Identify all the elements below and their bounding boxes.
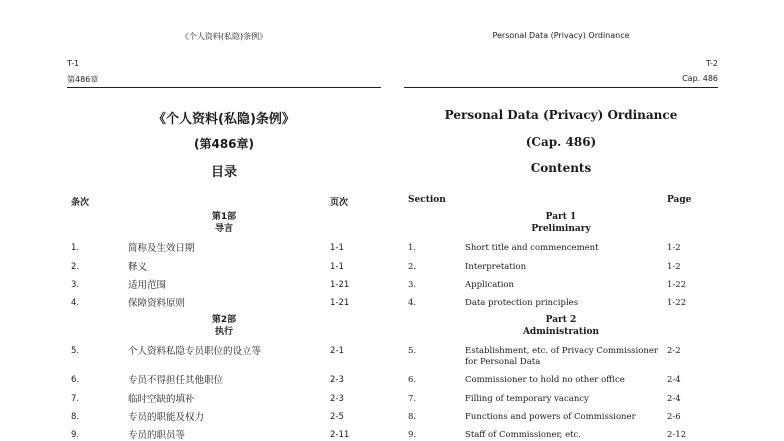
part-number: Part 1 [545,212,577,222]
running-header: Personal Data (Privacy) Ordinance [492,31,630,40]
contents-heading: 目录 [210,165,237,180]
section-number: 3. [71,280,80,290]
section-title: Commissioner to hold no other office [465,375,625,385]
section-title: 专员的职能及权力 [128,412,205,423]
section-title: Filling of temporary vacancy [465,394,589,404]
column-header-section: Section [408,195,446,205]
section-number: 4. [71,298,80,308]
section-number: 5. [408,346,417,356]
section-number: 6. [408,375,417,385]
page-number: 2-3 [330,394,344,404]
section-title: 个人资料私隐专员职位的设立等 [128,346,262,357]
section-number: 2. [408,262,417,272]
section-number: 3. [408,280,417,290]
section-title: 专员的职员等 [128,430,186,441]
section-number: 2. [71,262,80,272]
section-number: 7. [71,394,80,404]
section-number: 1. [71,243,80,253]
chinese-page [67,0,381,441]
page-label: T-2 [705,59,718,68]
part-heading [67,211,381,235]
part-heading [67,314,381,338]
page-number: 1-2 [667,262,681,272]
section-title: Interpretation [465,262,527,272]
section-number: 4. [408,298,417,308]
section-title: Functions and powers of Commissioner [465,412,636,422]
page-number: 2-6 [667,412,681,422]
page-number: 2-12 [667,430,687,440]
column-header-page: 页次 [330,198,349,208]
page-number: 1-22 [667,280,687,290]
document-title: 《个人资料(私隐)条例》 [153,112,295,127]
document-subtitle: (第486章) [193,137,255,151]
part-title: Preliminary [531,224,591,234]
section-number: 1. [408,243,417,253]
part-heading [404,314,718,338]
section-title: Short title and commencement [465,243,599,253]
page-number: 2-4 [667,375,681,385]
chapter-label: 第486章 [67,75,99,84]
page-number: 2-5 [330,412,344,422]
part-number: Part 2 [545,315,577,325]
part-title: Administration [522,327,600,337]
chapter-label: Cap. 486 [682,74,718,83]
page-number: 1-2 [667,243,681,253]
running-header: 《个人资料(私隐)条例》 [180,32,268,41]
page-number: 1-21 [330,298,350,308]
part-title: 执行 [214,327,233,337]
section-title: 专员不得担任其他职位 [128,375,224,386]
section-title: 释义 [128,262,148,273]
page-number: 2-1 [330,346,344,356]
page-number: 1-21 [330,280,350,290]
section-title: 临时空缺的填补 [128,394,195,405]
page-number: 1-1 [330,243,344,253]
section-number: 9. [408,430,417,440]
document-subtitle: (Cap. 486) [525,135,597,149]
header-rule [404,87,718,88]
part-number: 第2部 [211,315,237,325]
section-number: 5. [71,346,80,356]
column-header-section: 条次 [71,198,90,208]
page-label: T-1 [67,59,80,68]
section-title: Data protection principles [465,298,579,308]
page-number: 2-3 [330,375,344,385]
section-number: 9. [71,430,80,440]
page-number: 2-4 [667,394,681,404]
page-number: 1-22 [667,298,687,308]
section-title: 适用范围 [128,280,167,291]
english-page [404,0,718,441]
page-number: 2-11 [330,430,350,440]
page-number: 2-2 [667,346,681,356]
section-number: 7. [408,394,417,404]
column-header-page: Page [667,195,692,205]
section-number: 8. [408,412,417,422]
contents-heading: Contents [530,161,592,175]
section-number: 6. [71,375,80,385]
section-title: Staff of Commissioner, etc. [465,430,581,440]
section-title: Establishment, etc. of Privacy Commissioner for Personal Data [465,346,658,367]
section-title: Application [465,280,515,290]
part-title: 导言 [214,224,233,234]
part-heading [404,211,718,235]
section-title: 简称及生效日期 [128,243,195,254]
part-number: 第1部 [211,212,237,222]
section-number: 8. [71,412,80,422]
header-rule [67,87,381,88]
page-number: 1-1 [330,262,344,272]
document-title: Personal Data (Privacy) Ordinance [444,108,678,122]
section-title: 保障资料原则 [128,298,186,309]
